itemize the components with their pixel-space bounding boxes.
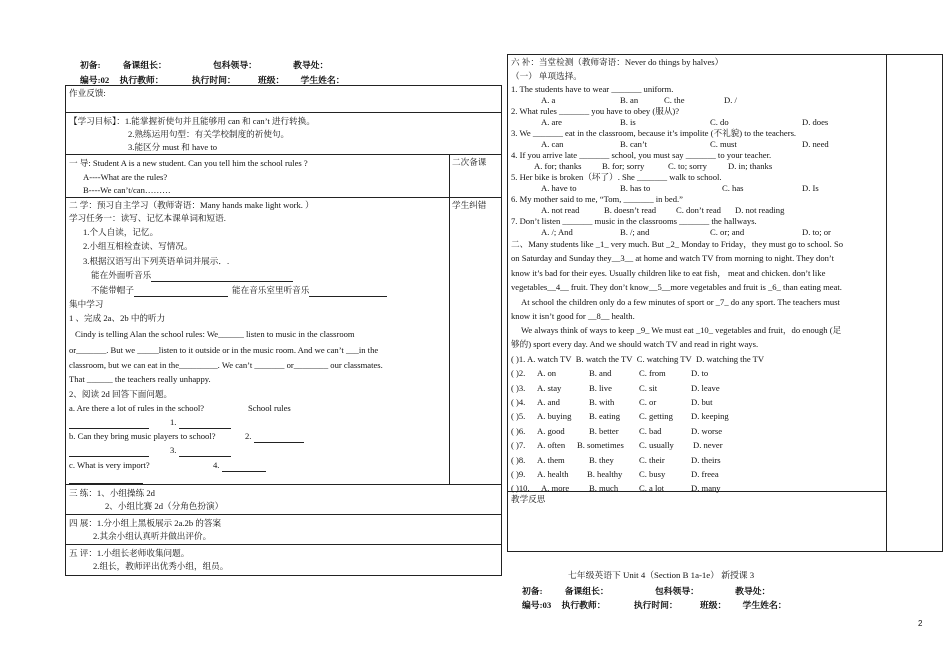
header-label: 班级： bbox=[699, 600, 727, 610]
task-line: 3.根据汉语写出下列英语单词并展示．. bbox=[83, 256, 230, 266]
rule-blank[interactable] bbox=[245, 431, 304, 443]
option-num[interactable]: ( )7. bbox=[511, 440, 526, 450]
option[interactable]: C. usually bbox=[639, 440, 674, 450]
mc-option[interactable]: D. in; thanks bbox=[728, 161, 773, 171]
option[interactable]: B. live bbox=[589, 383, 612, 393]
option[interactable]: C. getting bbox=[639, 411, 673, 421]
option[interactable]: C. or bbox=[639, 397, 657, 407]
mc-option[interactable]: B. has to bbox=[620, 183, 651, 193]
dialogue-line: B----We can’t/can……… bbox=[83, 185, 171, 195]
mc-option[interactable]: B. an bbox=[620, 95, 639, 105]
task-line: 1.个人自读，记忆。 bbox=[83, 227, 159, 237]
question-line: c. What is very import? bbox=[69, 460, 150, 470]
header-label: 包科领导： bbox=[654, 586, 699, 596]
rule-num: 4. bbox=[213, 460, 220, 470]
option[interactable]: C. busy bbox=[639, 469, 666, 479]
passage-line: Cindy is telling Alan the school rules: We______ listen to music in the classroom bbox=[75, 329, 355, 339]
task-line: 学习任务一：读写、记忆本课单词和短语. bbox=[69, 213, 226, 223]
option[interactable]: D. watching the TV bbox=[696, 354, 765, 364]
section-evaluate-title: 五 评：1.小组长老师收集问题。 bbox=[69, 548, 190, 558]
goal-line: 2.熟练运用句型：有关学校制度的祈使句。 bbox=[128, 129, 290, 139]
mc-option[interactable]: D. to; or bbox=[802, 227, 831, 237]
header-label: 编号:02 bbox=[80, 75, 110, 85]
header-label: 初备: bbox=[522, 586, 543, 596]
cloze-line: We always think of ways to keep _9_ We must eat _10_ vegetables and fruit，do enough (足 bbox=[521, 325, 842, 335]
option[interactable]: D. leave bbox=[691, 383, 720, 393]
option[interactable]: C. from bbox=[639, 368, 666, 378]
cloze-line: vegetables__4__ fruit. They don’t know__5__more vegetables and fruit is _6_ than eating meat. bbox=[511, 282, 842, 292]
mc-option[interactable]: C. the bbox=[664, 95, 685, 105]
cloze-line: know it isn’t good for __8__ health. bbox=[511, 311, 635, 321]
header-label: 执行教师： bbox=[561, 600, 606, 610]
mc-option[interactable]: D. does bbox=[802, 117, 829, 127]
answer-blank[interactable] bbox=[69, 445, 149, 457]
mc-option[interactable]: D. not reading bbox=[735, 205, 785, 215]
answer-blank[interactable] bbox=[69, 417, 149, 429]
option-num[interactable]: ( )10. bbox=[511, 483, 530, 493]
section-practice-title: 三 练：1、小组操练 2d bbox=[69, 488, 155, 498]
task-line: 2.小组互相检查读、写情况。 bbox=[83, 241, 193, 251]
option[interactable]: A. stay bbox=[537, 383, 562, 393]
mc-option[interactable]: A. are bbox=[541, 117, 562, 127]
option[interactable]: B. healthy bbox=[587, 469, 623, 479]
side-label-second-prep: 二次备课 bbox=[452, 157, 487, 167]
cloze-option-row bbox=[511, 440, 723, 451]
phrase-prompt bbox=[91, 270, 293, 282]
option[interactable]: A. them bbox=[537, 455, 565, 465]
phrase-prompt bbox=[91, 285, 228, 297]
mc-option[interactable]: C. must bbox=[710, 139, 737, 149]
rule-num: 2. bbox=[245, 431, 252, 441]
option[interactable]: D. never bbox=[693, 440, 723, 450]
goal-line: 【学习目标】：1.能掌握祈使句并且能够用 can 和 can’t 进行转换。 bbox=[69, 116, 315, 126]
option[interactable]: C. sit bbox=[639, 383, 658, 393]
cloze-option-row bbox=[511, 354, 764, 365]
goal-line: 3.能区分 must 和 have to bbox=[128, 142, 218, 152]
blank[interactable] bbox=[134, 285, 228, 297]
mc-question: 5. Her bike is broken（坏了）. She _______ walk to school. bbox=[511, 172, 722, 182]
rule-num: 1. bbox=[170, 417, 177, 427]
teaching-reflection-label: 教学反思 bbox=[511, 494, 546, 504]
header-label: 初备: bbox=[80, 60, 101, 70]
header-label: 执行教师： bbox=[119, 75, 164, 85]
option[interactable]: B. and bbox=[589, 368, 612, 378]
cloze-line: know it’s bad for their eyes. Usually children like to eat fish， meat and chicken. don’t like bbox=[511, 268, 826, 278]
section-line: 2.其余小组认真听并做出评价。 bbox=[93, 531, 212, 541]
option[interactable]: B. they bbox=[589, 455, 614, 465]
mc-option[interactable]: C. to; sorry bbox=[668, 161, 707, 171]
option[interactable]: A. health bbox=[537, 469, 569, 479]
answer-blank[interactable] bbox=[69, 472, 143, 484]
right-header-row2 bbox=[522, 598, 805, 611]
task-line: 集中学习 bbox=[69, 299, 104, 309]
mc-option[interactable]: A. a bbox=[541, 95, 556, 105]
next-lesson-title: 七年级英语下 Unit 4（Section B 1a-1e） 新授课 3 bbox=[568, 570, 755, 580]
option[interactable]: A. often bbox=[537, 440, 566, 450]
rule-num: 3. bbox=[170, 445, 177, 455]
section-line: 2.组长，教师评出优秀小组，组员。 bbox=[93, 561, 229, 571]
cloze-option-row bbox=[511, 426, 722, 437]
phrase-text: 不能带帽子 bbox=[91, 285, 134, 295]
mc-option[interactable]: B. /; and bbox=[620, 227, 650, 237]
mc-option[interactable]: C. do bbox=[710, 117, 729, 127]
option-num[interactable]: ( )1. bbox=[511, 354, 526, 364]
mc-option[interactable]: B. is bbox=[620, 117, 636, 127]
option[interactable]: B. eating bbox=[589, 411, 621, 421]
cloze-option-row bbox=[511, 383, 720, 394]
left-header-row1 bbox=[80, 58, 346, 71]
passage-line: or_______. But we _____listen to it outside or in the music room. And we can’t ___in the bbox=[69, 345, 379, 355]
task-line: 1 、完成 2a、2b 中的听力 bbox=[69, 313, 166, 323]
feedback-label: 作业反馈: bbox=[69, 88, 106, 98]
option-num[interactable]: ( )6. bbox=[511, 426, 526, 436]
section-learn-title: 二 学：预习自主学习（教师寄语：Many hands make light work. ） bbox=[69, 200, 314, 210]
option[interactable]: D. worse bbox=[691, 426, 723, 436]
mc-option[interactable]: C. don’t read bbox=[676, 205, 721, 215]
mc-option[interactable]: A. can bbox=[541, 139, 564, 149]
option[interactable]: C. bad bbox=[639, 426, 662, 436]
mc-question: 6. My mother said to me, “Tom, _______ in bed.” bbox=[511, 194, 683, 204]
cloze-option-row bbox=[511, 455, 721, 466]
header-label: 教导处： bbox=[293, 60, 329, 70]
header-label: 班级： bbox=[257, 75, 285, 85]
option[interactable]: B. with bbox=[589, 397, 615, 407]
option[interactable]: D. but bbox=[691, 397, 713, 407]
phrase-prompt bbox=[232, 285, 387, 297]
mc-option[interactable]: D. need bbox=[802, 139, 829, 149]
option[interactable]: D. freea bbox=[691, 469, 719, 479]
passage-line: That ______ the teachers really unhappy. bbox=[69, 374, 211, 384]
mc-option[interactable]: D. Is bbox=[802, 183, 819, 193]
dialogue-line: A----What are the rules? bbox=[83, 172, 168, 182]
option[interactable]: B. better bbox=[589, 426, 619, 436]
side-label-corrections: 学生纠错 bbox=[452, 200, 487, 210]
option[interactable]: A. on bbox=[537, 368, 557, 378]
mc-question: 3. We _______ eat in the classroom, because it’s impolite (不礼貌) to the teachers. bbox=[511, 128, 797, 138]
cloze-line: 够的) sport every day. And we should watch TV and read in right ways. bbox=[511, 339, 759, 349]
option[interactable]: A. good bbox=[537, 426, 565, 436]
part1-label: （一） 单项选择。 bbox=[511, 71, 582, 81]
mc-option[interactable]: A. for; thanks bbox=[534, 161, 582, 171]
option[interactable]: A. buying bbox=[537, 411, 572, 421]
mc-option[interactable]: A. /; And bbox=[541, 227, 573, 237]
question-line: a. Are there a lot of rules in the school? bbox=[69, 403, 205, 413]
mc-question: 4. If you arrive late _______ school, you must say _______ to your teacher. bbox=[511, 150, 772, 160]
task-line: 2、阅读 2d 回答下面问题。 bbox=[69, 389, 173, 399]
cloze-option-row bbox=[511, 397, 712, 408]
option[interactable]: C. watching TV bbox=[636, 354, 692, 364]
option-num[interactable]: ( )9. bbox=[511, 469, 526, 479]
passage-line: classroom, but we can eat in the_________. We can’t _______ or________ our classmates. bbox=[69, 360, 383, 370]
header-label: 备课组长： bbox=[122, 60, 167, 70]
mc-question: 1. The students have to wear _______ uniform. bbox=[511, 84, 674, 94]
cloze-line: 二、Many students like _1_ very much. But _2_ Monday to Friday，they must go to school. So bbox=[511, 239, 844, 249]
cloze-line: At school the children only do a few minutes of sport or _7_ do any sport. The teachers must bbox=[521, 297, 840, 307]
header-label: 教导处： bbox=[735, 586, 771, 596]
cloze-option-row bbox=[511, 469, 719, 480]
cloze-line: on Saturday and Sunday they__3__ at home and watch TV from morning to night. They don’t bbox=[511, 253, 835, 263]
header-label: 学生姓名： bbox=[300, 75, 345, 85]
option[interactable]: C. a lot bbox=[639, 483, 665, 493]
option[interactable]: A. more bbox=[541, 483, 570, 493]
option[interactable]: A. and bbox=[537, 397, 560, 407]
option-num[interactable]: ( )2. bbox=[511, 368, 526, 378]
option-num[interactable]: ( )8. bbox=[511, 455, 526, 465]
option-num[interactable]: ( )4. bbox=[511, 397, 526, 407]
mc-option[interactable]: B. doesn’t read bbox=[604, 205, 657, 215]
option[interactable]: D. keeping bbox=[691, 411, 729, 421]
rule-blank[interactable] bbox=[213, 460, 266, 472]
mc-option[interactable]: B. for; sorry bbox=[602, 161, 645, 171]
header-label: 学生姓名： bbox=[742, 600, 787, 610]
rules-heading: School rules bbox=[248, 403, 291, 413]
option[interactable]: D. to bbox=[691, 368, 709, 378]
cloze-option-row bbox=[511, 411, 729, 422]
mc-option[interactable]: A. not read bbox=[541, 205, 580, 215]
quiz-title: 六 补：当堂检测（教师寄语：Never do things by halves） bbox=[511, 57, 724, 67]
option[interactable]: B. watch the TV bbox=[575, 354, 633, 364]
mc-option[interactable]: C. has bbox=[722, 183, 744, 193]
mc-option[interactable]: D. / bbox=[724, 95, 737, 105]
cloze-option-row bbox=[511, 368, 708, 379]
rule-blank[interactable] bbox=[170, 445, 231, 457]
question-line: b. Can they bring music players to school? bbox=[69, 431, 216, 441]
phrase-text: 能在外面听音乐 bbox=[91, 270, 152, 280]
header-label: 执行时间： bbox=[633, 600, 678, 610]
mc-option[interactable]: B. can’t bbox=[620, 139, 648, 149]
mc-question: 2. What rules _______ you have to obey (服从)? bbox=[511, 106, 680, 116]
header-label: 包科领导： bbox=[212, 60, 257, 70]
option[interactable]: A. watch TV bbox=[527, 354, 572, 364]
option[interactable]: D. theirs bbox=[691, 455, 721, 465]
option[interactable]: B. sometimes bbox=[577, 440, 624, 450]
header-label: 执行时间： bbox=[191, 75, 236, 85]
blank[interactable] bbox=[151, 270, 293, 282]
right-header-row1 bbox=[522, 584, 788, 597]
section-lead-title: 一 导: Student A is a new student. Can you tell him the school rules ? bbox=[69, 158, 308, 168]
mc-option[interactable]: A. have to bbox=[541, 183, 577, 193]
section-show-title: 四 展：1.分小组上黑板展示 2a.2b 的答案 bbox=[69, 518, 222, 528]
section-line: 2、小组比赛 2d（分角色扮演） bbox=[105, 501, 224, 511]
page-number: 2 bbox=[918, 619, 923, 628]
option[interactable]: D. many bbox=[691, 483, 721, 493]
header-label: 编号:03 bbox=[522, 600, 552, 610]
mc-option[interactable]: C. or; and bbox=[710, 227, 745, 237]
blank[interactable] bbox=[309, 285, 387, 297]
phrase-text: 能在音乐室里听音乐 bbox=[232, 285, 310, 295]
option-num[interactable]: ( )5. bbox=[511, 411, 526, 421]
option[interactable]: C. their bbox=[639, 455, 665, 465]
cloze-option-row bbox=[511, 483, 721, 494]
rule-blank[interactable] bbox=[170, 417, 231, 429]
option[interactable]: B. much bbox=[589, 483, 619, 493]
option-num[interactable]: ( )3. bbox=[511, 383, 526, 393]
header-label: 备课组长： bbox=[564, 586, 609, 596]
mc-question: 7. Don’t listen _______ music in the classrooms _______ the hallways. bbox=[511, 216, 757, 226]
